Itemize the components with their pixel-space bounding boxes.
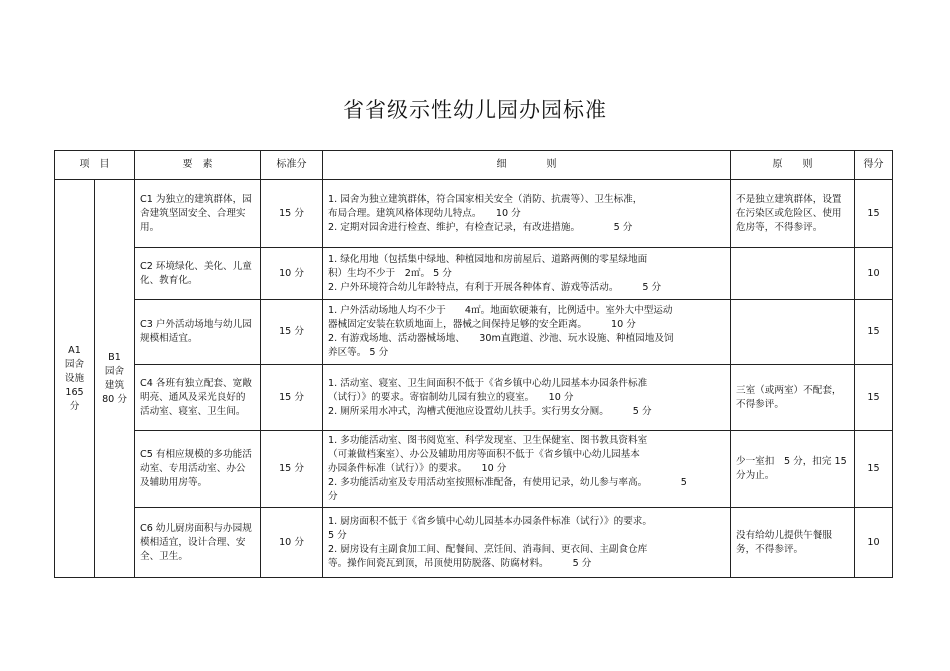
principle-cell: 没有给幼儿提供午餐服务，不得参评。 [731, 508, 855, 578]
detail-line: 布局合理。建筑风格体现幼儿特点。 10 分 [328, 207, 521, 219]
table-row [55, 431, 893, 508]
detail-line: 积）生均不少于 2㎡。 5 分 [328, 267, 452, 279]
score-cell: 10 [855, 248, 893, 300]
details-cell [323, 365, 731, 431]
score-cell: 15 [855, 365, 893, 431]
page-title: 省省级示性幼儿园办园标准 [343, 98, 607, 122]
principle-cell [731, 300, 855, 365]
detail-line: 1. 厨房面积不低于《省乡镇中心幼儿园基本办园条件标准（试行）》的要求。 [328, 515, 652, 527]
score-cell: 10 [855, 508, 893, 578]
header-row [55, 151, 893, 180]
detail-line: 器械固定安装在软质地面上，器械之间保持足够的安全距离。 10 分 [328, 319, 636, 330]
score-cell: 15 [855, 300, 893, 365]
principle-cell [731, 248, 855, 300]
table-row [55, 508, 893, 578]
detail-line: 2. 厕所采用水冲式，沟槽式便池应设置幼儿扶手。实行男女分厕。 5 分 [328, 405, 652, 417]
detail-line: 1. 户外活动场地人均不少于 4㎡。地面软硬兼有，比例适中。室外大中型运动 [328, 305, 673, 316]
table-row [55, 180, 893, 248]
details-cell [323, 180, 731, 248]
detail-line: 2. 厨房设有主副食加工间、配餐间、烹饪间、消毒间、更衣间、主副食仓库 [328, 543, 648, 555]
detail-line: 分 [328, 491, 338, 502]
header-principles: 原 则 [731, 151, 855, 180]
standard-score-cell: 15 分 [261, 300, 323, 365]
principle-cell: 不是独立建筑群体，设置在污染区或危险区、使用危房等，不得参评。 [731, 180, 855, 248]
detail-line: 2. 户外环境符合幼儿年龄特点，有利于开展各种体育、游戏等活动。 5 分 [328, 281, 662, 293]
detail-line: 5 分 [328, 529, 347, 541]
header-score: 得分 [855, 151, 893, 180]
header-item: 项 目 [55, 151, 135, 180]
score-cell: 15 [855, 431, 893, 508]
element-cell: C1 为独立的建筑群体，园舍建筑坚固安全、合理实用。 [135, 180, 261, 248]
standard-score-cell: 10 分 [261, 508, 323, 578]
detail-line: 1. 活动室、寝室、卫生间面积不低于《省乡镇中心幼儿园基本办园条件标准 [328, 377, 648, 389]
element-cell: C5 有相应规模的多功能活动室、专用活动室、办公及辅助用房等。 [135, 431, 261, 508]
details-cell [323, 508, 731, 578]
detail-line: 2. 定期对园舍进行检查、维护，有检查记录，有改进措施。 5 分 [328, 221, 633, 233]
header-details: 细 则 [323, 151, 731, 180]
element-cell: C3 户外活动场地与幼儿园规模相适宜。 [135, 300, 261, 365]
detail-line: 等。操作间瓷瓦到顶，吊顶使用防脱落、防腐材料。 5 分 [328, 557, 592, 569]
header-elements: 要 素 [135, 151, 261, 180]
detail-line: 2. 有游戏场地、活动器械场地、 30m直跑道、沙池、玩水设施、种植园地及饲 [328, 333, 674, 344]
header-standard-score: 标准分 [261, 151, 323, 180]
element-cell: C6 幼儿厨房面积与办园规模相适宜，设计合理、安全、卫生。 [135, 508, 261, 578]
standard-score-cell: 15 分 [261, 180, 323, 248]
details-cell [323, 431, 731, 508]
standard-score-cell: 15 分 [261, 431, 323, 508]
category-a1: A1 园舍 设施 165 分 [55, 180, 95, 578]
standard-score-cell: 10 分 [261, 248, 323, 300]
table-row [55, 248, 893, 300]
detail-line: 养区等。 5 分 [328, 347, 389, 358]
detail-line: （试行）》的要求。寄宿制幼儿园有独立的寝室。 10 分 [328, 391, 574, 403]
principle-cell: 三室（或两室）不配套，不得参评。 [731, 365, 855, 431]
detail-line: 1. 绿化用地（包括集中绿地、种植园地和房前屋后、道路两侧的零星绿地面 [328, 253, 648, 265]
element-cell: C4 各班有独立配套、宽敞明亮、通风及采光良好的活动室、寝室、卫生间。 [135, 365, 261, 431]
category-b1: B1 园舍 建筑 80 分 [95, 180, 135, 578]
table-row [55, 365, 893, 431]
score-cell: 15 [855, 180, 893, 248]
details-cell [323, 248, 731, 300]
principle-cell: 少一室扣 5 分，扣完 15 分为止。 [731, 431, 855, 508]
detail-line: 2. 多功能活动室及专用活动室按照标准配备，有使用记录，幼儿参与率高。 5 [328, 477, 687, 488]
table-row [55, 300, 893, 365]
detail-line: 1. 多功能活动室、图书阅览室、科学发现室、卫生保健室、图书教具资料室 [328, 435, 648, 446]
detail-line: 1. 园舍为独立建筑群体，符合国家相关安全（消防、抗震等）、卫生标准， [328, 193, 643, 205]
element-cell: C2 环境绿化、美化、儿童化、教育化。 [135, 248, 261, 300]
standard-score-cell: 15 分 [261, 365, 323, 431]
detail-line: （可兼做档案室）、办公及辅助用房等面积不低于《省乡镇中心幼儿园基本 [328, 449, 640, 460]
detail-line: 办园条件标准（试行）》的要求。 10 分 [328, 463, 507, 474]
standards-table [54, 150, 893, 578]
details-cell [323, 300, 731, 365]
